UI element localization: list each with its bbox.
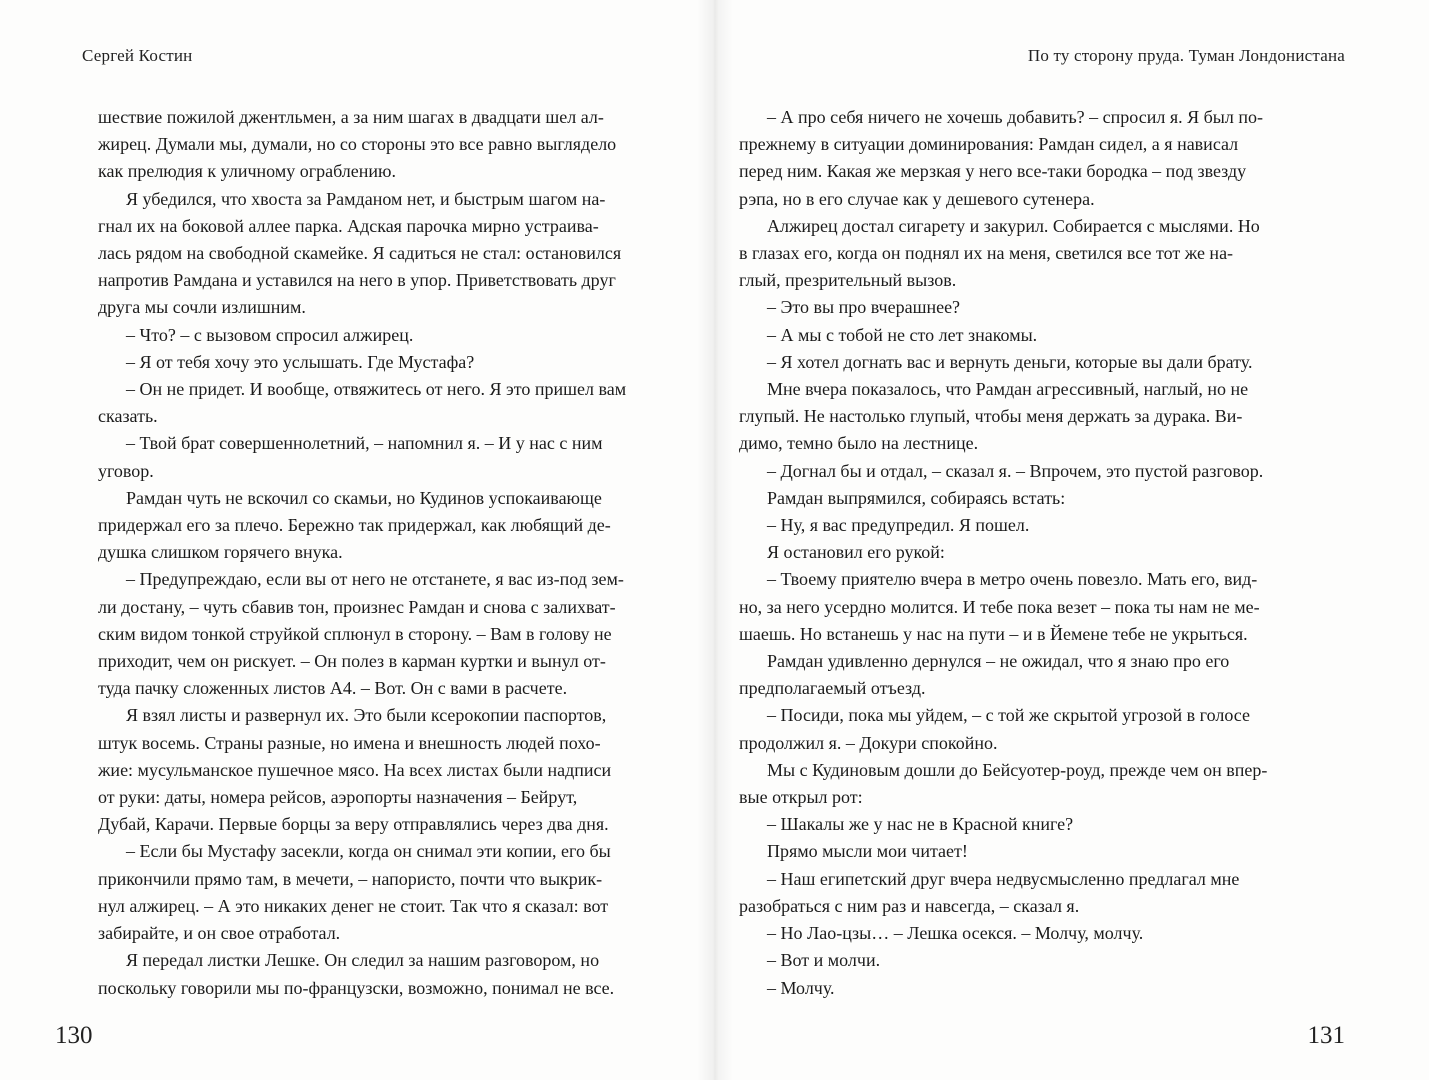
text-line: гнал их на боковой аллее парка. Адская парочка мирно устраива- bbox=[98, 215, 599, 236]
text-line: продолжил я. – Докури спокойно. bbox=[739, 732, 998, 753]
text-line: в глазах его, когда он поднял их на меня, светился все тот же на- bbox=[739, 243, 1234, 264]
text-line: Рамдан выпрямился, собираясь встать: bbox=[767, 487, 1066, 508]
running-head-title: По ту сторону пруда. Туман Лондонистана bbox=[1027, 46, 1345, 65]
text-line: как прелюдия к уличному ограблению. bbox=[98, 161, 396, 182]
text-line: рэпа, но в его случае как у дешевого сутенера. bbox=[739, 188, 1095, 209]
text-line: – Предупреждаю, если вы от него не отстанете, я вас из-под зем- bbox=[126, 569, 624, 590]
text-line: разобраться с ним раз и навсегда, – сказал я. bbox=[739, 895, 1080, 916]
text-line: – Я от тебя хочу это услышать. Где Мустафа? bbox=[126, 351, 475, 372]
text-line: Рамдан удивленно дернулся – не ожидал, что я знаю про его bbox=[767, 651, 1230, 672]
text-line: глупый. Не настолько глупый, чтобы меня держать за дурака. Ви- bbox=[739, 406, 1243, 427]
text-line: от руки: даты, номера рейсов, аэропорты назначения – Бейрут, bbox=[98, 787, 578, 808]
text-line: – А мы с тобой не сто лет знакомы. bbox=[767, 324, 1038, 345]
text-line: лась рядом на свободной скамейке. Я садиться не стал: остановился bbox=[98, 243, 622, 264]
text-line: душка слишком горячего внука. bbox=[98, 542, 343, 563]
text-line: шествие пожилой джентльмен, а за ним шагах в двадцати шел ал- bbox=[98, 107, 604, 127]
text-line: Я передал листки Лешке. Он следил за нашим разговором, но bbox=[126, 950, 600, 971]
text-line: – Наш египетский друг вчера недвусмысленно предлагал мне bbox=[767, 868, 1240, 889]
right-page-body-text bbox=[739, 104, 1326, 1002]
text-line: нул алжирец. – А это никаких денег не стоит. Так что я сказал: вот bbox=[98, 895, 609, 916]
text-line: – Молчу. bbox=[767, 977, 835, 998]
text-line: – Догнал бы и отдал, – сказал я. – Впрочем, это пустой разговор. bbox=[767, 460, 1264, 481]
right-page bbox=[715, 0, 1429, 1080]
text-line: Дубай, Карачи. Первые борцы за веру отправлялись через два дня. bbox=[98, 814, 609, 835]
running-head-author: Сергей Костин bbox=[82, 46, 193, 65]
text-line: но, за него усердно молится. И тебе пока везет – пока ты нам не ме- bbox=[739, 596, 1260, 617]
text-line: димо, темно было на лестнице. bbox=[739, 433, 979, 454]
text-line: – Если бы Мустафу засекли, когда он снимал эти копии, его бы bbox=[126, 841, 611, 862]
text-line: ли достану, – чуть сбавив тон, произнес Рамдан и снова с залихват- bbox=[98, 596, 616, 617]
text-line: предполагаемый отъезд. bbox=[739, 678, 926, 699]
text-line: забирайте, и он свое отработал. bbox=[98, 923, 341, 944]
text-line: – Я хотел догнать вас и вернуть деньги, которые вы дали брату. bbox=[767, 351, 1253, 372]
text-line: туда пачку сложенных листов А4. – Вот. Он с вами в расчете. bbox=[98, 678, 568, 699]
text-line: – Это вы про вчерашнее? bbox=[767, 297, 961, 318]
text-line: поскольку говорили мы по-французски, возможно, понимал не все. bbox=[98, 977, 615, 998]
text-line: – Он не придет. И вообще, отвяжитесь от него. Я это пришел вам bbox=[126, 379, 627, 400]
text-line: друга мы сочли излишним. bbox=[98, 297, 306, 318]
text-line: Мы с Кудиновым дошли до Бейсуотер-роуд, прежде чем он впер- bbox=[767, 759, 1268, 780]
text-line: – Ну, я вас предупредил. Я пошел. bbox=[767, 515, 1030, 536]
text-line: Рамдан чуть не вскочил со скамьи, но Кудинов успокаивающе bbox=[126, 487, 602, 508]
text-line: жирец. Думали мы, думали, но со стороны это все равно выглядело bbox=[98, 134, 617, 155]
text-line: ским видом тонкой струйкой сплюнул в сторону. – Вам в голову не bbox=[98, 623, 612, 644]
text-line: жие: мусульманское пушечное мясо. На всех листах были надписи bbox=[98, 759, 612, 780]
text-line: – Шакалы же у нас не в Красной книге? bbox=[767, 814, 1074, 835]
page-number-right: 131 bbox=[1307, 1022, 1345, 1049]
text-line: Алжирец достал сигарету и закурил. Собирается с мыслями. Но bbox=[767, 215, 1260, 236]
text-line: – Твой брат совершеннолетний, – напомнил я. – И у нас с ним bbox=[126, 433, 603, 454]
text-line: напротив Рамдана и уставился на него в упор. Приветствовать друг bbox=[98, 270, 616, 291]
text-line: прежнему в ситуации доминирования: Рамдан сидел, а я нависал bbox=[739, 134, 1239, 155]
text-line: уговор. bbox=[98, 460, 154, 481]
text-line: приходит, чем он рискует. – Он полез в карман куртки и вынул от- bbox=[98, 651, 606, 672]
text-line: перед ним. Какая же мерзкая у него все-таки бородка – под звезду bbox=[739, 161, 1247, 182]
text-line: Мне вчера показалось, что Рамдан агрессивный, наглый, но не bbox=[767, 379, 1249, 400]
text-line: штук восемь. Страны разные, но имена и внешность людей похо- bbox=[98, 732, 601, 753]
text-line: вые открыл рот: bbox=[739, 787, 863, 808]
text-line: Я взял листы и развернул их. Это были ксерокопии паспортов, bbox=[126, 705, 607, 726]
text-line: – Твоему приятелю вчера в метро очень повезло. Мать его, вид- bbox=[767, 569, 1258, 590]
text-line: Я остановил его рукой: bbox=[767, 542, 945, 563]
page-number-left: 130 bbox=[55, 1022, 93, 1049]
text-line: – Что? – с вызовом спросил алжирец. bbox=[126, 324, 414, 345]
text-line: Я убедился, что хвоста за Рамданом нет, и быстрым шагом на- bbox=[126, 188, 606, 209]
text-line: придержал его за плечо. Бережно так придержал, как любящий де- bbox=[98, 515, 611, 536]
text-line: – А про себя ничего не хочешь добавить? – спросил я. Я был по- bbox=[767, 107, 1263, 127]
text-line: шаешь. Но встанешь у нас на пути – и в Йемене тебе не укрыться. bbox=[739, 623, 1248, 644]
text-line: сказать. bbox=[98, 406, 158, 427]
text-line: – Вот и молчи. bbox=[767, 950, 881, 971]
text-line: – Посиди, пока мы уйдем, – с той же скрытой угрозой в голосе bbox=[767, 705, 1250, 726]
text-line: глый, презрительный вызов. bbox=[739, 270, 957, 291]
left-page-body-text bbox=[98, 104, 684, 1002]
text-line: – Но Лао-цзы… – Лешка осекся. – Молчу, молчу. bbox=[767, 923, 1144, 944]
text-line: Прямо мысли мои читает! bbox=[767, 841, 968, 862]
text-line: прикончили прямо там, в мечети, – напористо, почти что выкрик- bbox=[98, 868, 603, 889]
